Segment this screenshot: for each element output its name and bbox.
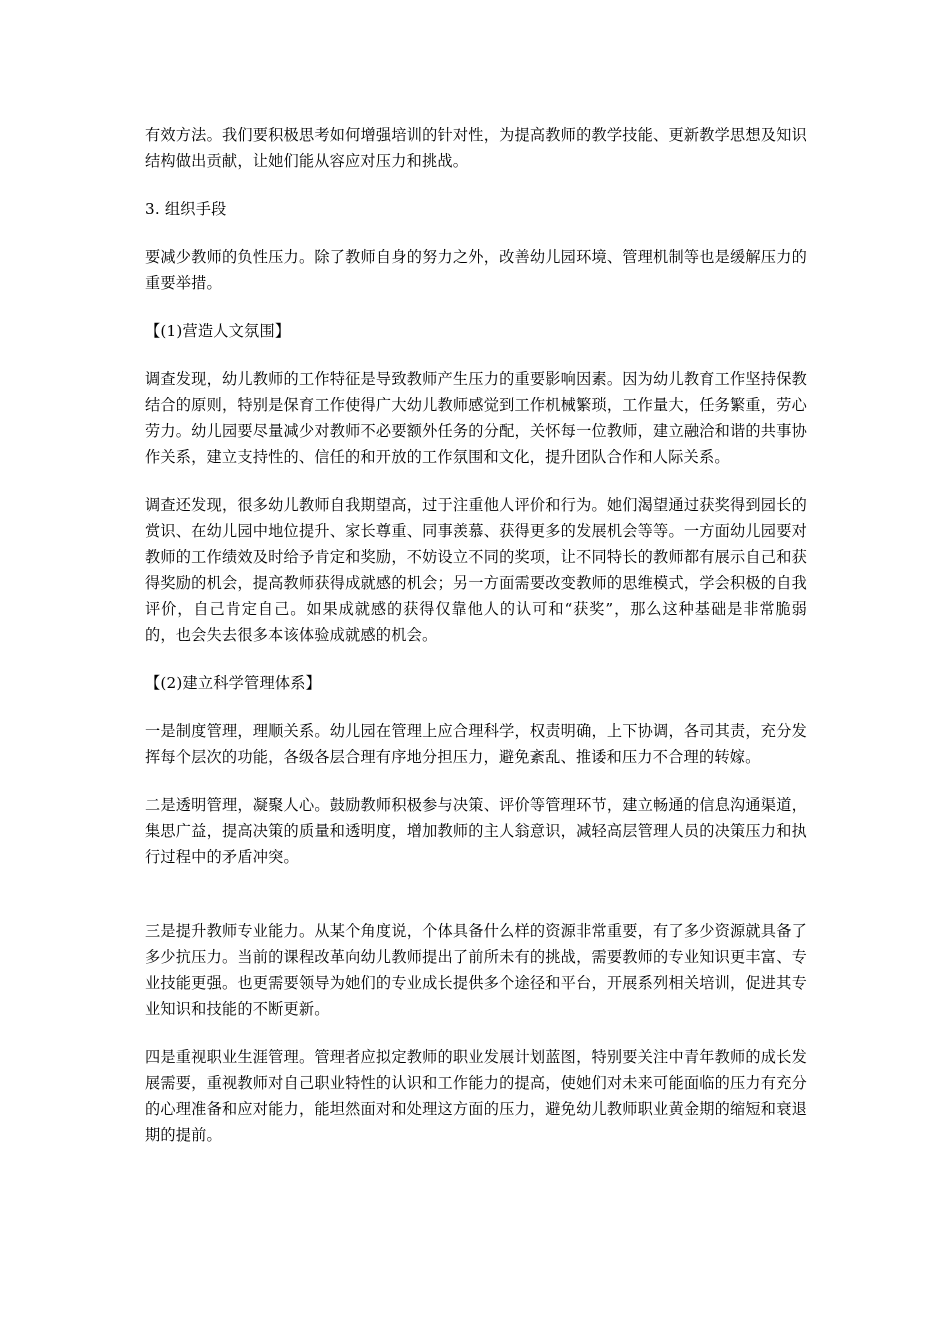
paragraph-survey-finding-2: 调查还发现，很多幼儿教师自我期望高，过于注重他人评价和行为。她们渴望通过获奖得到园长的赏识、在幼儿园中地位提升、家长尊重、同事羡慕、获得更多的发展机会等等。一方面幼儿园要对教师的工作绩效及时给予肯定和奖励，不妨设立不同的奖项，让不同特长的教师都有展示自己和获得奖励的机会，提高教师获得成就感的机会；另一方面需要改变教师的思维模式，学会积极的自我评价，自己肯定自己。如果成就感的获得仅靠他人的认可和“获奖”，那么这种基础是非常脆弱的，也会失去很多本该体验成就感的机会。 bbox=[145, 496, 807, 644]
paragraph-training-methods: 有效方法。我们要积极思考如何增强培训的针对性，为提高教师的教学技能、更新教学思想及知识结构做出贡献，让她们能从容应对压力和挑战。 bbox=[145, 126, 807, 170]
paragraph-system-management: 一是制度管理，理顺关系。幼儿园在管理上应合理科学，权责明确，上下协调，各司其责，充分发挥每个层次的功能，各级各层合理有序地分担压力，避免紊乱、推诿和压力不合理的转嫁。 bbox=[145, 722, 807, 766]
paragraph-career-management: 四是重视职业生涯管理。管理者应拟定教师的职业发展计划蓝图，特别要关注中青年教师的成长发展需要，重视教师对自己职业特性的认识和工作能力的提高，使她们对未来可能面临的压力有充分的心理准备和应对能力，能坦然面对和处理这方面的压力，避免幼儿教师职业黄金期的缩短和衰退期的提前。 bbox=[145, 1048, 807, 1144]
document-page bbox=[145, 122, 807, 1148]
paragraph-professional-ability: 三是提升教师专业能力。从某个角度说，个体具备什么样的资源非常重要，有了多少资源就具备了多少抗压力。当前的课程改革向幼儿教师提出了前所未有的挑战，需要教师的专业知识更丰富、专业技能更强。也更需要领导为她们的专业成长提供多个途径和平台，开展系列相关培训，促进其专业知识和技能的不断更新。 bbox=[145, 922, 807, 1018]
paragraph-survey-finding-1: 调查发现，幼儿教师的工作特征是导致教师产生压力的重要影响因素。因为幼儿教育工作坚持保教结合的原则，特别是保育工作使得广大幼儿教师感觉到工作机械繁琐，工作量大，任务繁重，劳心劳力。幼儿园要尽量减少对教师不必要额外任务的分配，关怀每一位教师，建立融洽和谐的共事协作关系，建立支持性的、信任的和开放的工作氛围和文化，提升团队合作和人际关系。 bbox=[145, 370, 807, 466]
paragraph-reduce-pressure: 要减少教师的负性压力。除了教师自身的努力之外，改善幼儿园环境、管理机制等也是缓解压力的重要举措。 bbox=[145, 248, 807, 292]
section-heading-organization: 3. 组织手段 bbox=[145, 200, 227, 218]
subheading-humanistic-atmosphere: 【(1)营造人文氛围】 bbox=[145, 322, 291, 340]
subheading-scientific-management: 【(2)建立科学管理体系】 bbox=[145, 674, 321, 692]
paragraph-transparent-management: 二是透明管理，凝聚人心。鼓励教师积极参与决策、评价等管理环节，建立畅通的信息沟通渠道，集思广益，提高决策的质量和透明度，增加教师的主人翁意识，减轻高层管理人员的决策压力和执行过程中的矛盾冲突。 bbox=[145, 796, 807, 866]
